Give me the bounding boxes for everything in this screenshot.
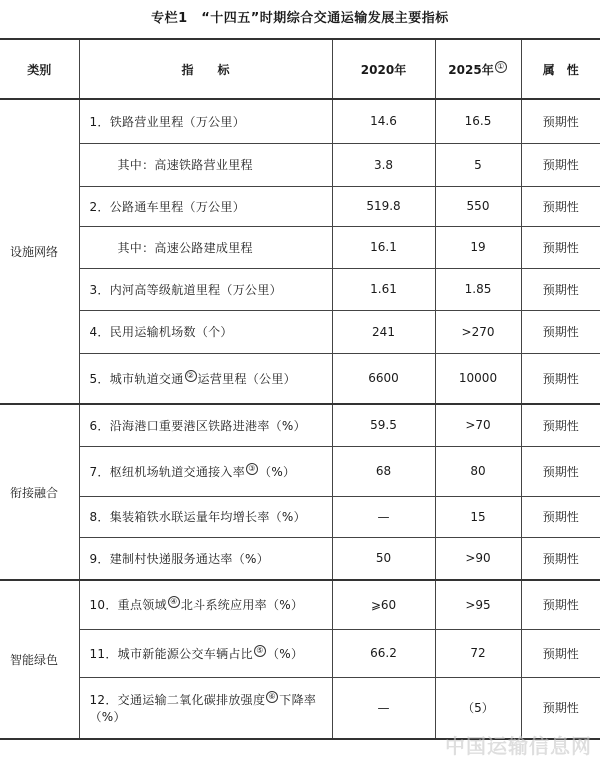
watermark-logo: 中国运输信息网 <box>445 734 592 758</box>
header-2020: 2020年 <box>332 40 435 99</box>
value-2020-cell: 59.5 <box>332 404 435 446</box>
category-cell: 衔接融合 <box>0 404 79 580</box>
header-2025-footnote: ① <box>495 61 507 73</box>
table-title: 专栏1 “十四五”时期综合交通运输发展主要指标 <box>0 0 600 40</box>
indicator-text-suffix: 运营里程（公里） <box>197 371 296 386</box>
table-row <box>0 580 600 629</box>
header-row <box>0 40 600 99</box>
table-row <box>0 629 600 677</box>
attribute-cell: 预期性 <box>521 446 600 496</box>
value-2025-cell: 5 <box>435 143 521 186</box>
table-row <box>0 404 600 446</box>
table-row <box>0 268 600 310</box>
indicator-cell <box>79 446 332 496</box>
value-2025-cell: >95 <box>435 580 521 629</box>
value-2020-cell: 16.1 <box>332 226 435 268</box>
table-row <box>0 353 600 404</box>
indicator-cell: 1．铁路营业里程（万公里） <box>79 99 332 143</box>
indicator-cell: 其中：高速铁路营业里程 <box>79 143 332 186</box>
table-row <box>0 537 600 580</box>
table-row <box>0 143 600 186</box>
attribute-cell: 预期性 <box>521 677 600 739</box>
indicator-text-suffix: （%） <box>266 646 304 661</box>
footnote-marker: ③ <box>246 463 258 475</box>
category-cell: 设施网络 <box>0 99 79 404</box>
indicator-text-suffix: （%） <box>259 464 296 479</box>
footnote-marker: ⑥ <box>266 691 278 703</box>
attribute-cell: 预期性 <box>521 353 600 404</box>
value-2020-cell: 68 <box>332 446 435 496</box>
header-attribute: 属 性 <box>521 40 600 99</box>
value-2020-cell: — <box>332 496 435 537</box>
attribute-cell: 预期性 <box>521 186 600 226</box>
value-2020-cell: 519.8 <box>332 186 435 226</box>
table-row <box>0 310 600 353</box>
value-2025-cell: 1.85 <box>435 268 521 310</box>
indicator-cell: 8．集装箱铁水联运量年均增长率（%） <box>79 496 332 537</box>
header-2025 <box>435 40 521 99</box>
indicator-cell: 3．内河高等级航道里程（万公里） <box>79 268 332 310</box>
value-2025-cell: 19 <box>435 226 521 268</box>
value-2020-cell: 14.6 <box>332 99 435 143</box>
value-2025-cell: 16.5 <box>435 99 521 143</box>
value-2025-cell: >70 <box>435 404 521 446</box>
value-2020-cell: 50 <box>332 537 435 580</box>
footnote-marker: ④ <box>168 596 180 608</box>
indicator-text-suffix: 下降率（%） <box>89 692 317 724</box>
indicator-cell: 9．建制村快递服务通达率（%） <box>79 537 332 580</box>
attribute-cell: 预期性 <box>521 226 600 268</box>
value-2020-cell: 241 <box>332 310 435 353</box>
indicator-text: 7．枢纽机场轨道交通接入率 <box>89 464 246 479</box>
value-2020-cell: 6600 <box>332 353 435 404</box>
value-2020-cell: 1.61 <box>332 268 435 310</box>
attribute-cell: 预期性 <box>521 99 600 143</box>
table-row <box>0 99 600 143</box>
value-2025-cell: 10000 <box>435 353 521 404</box>
value-2020-cell: 3.8 <box>332 143 435 186</box>
attribute-cell: 预期性 <box>521 580 600 629</box>
value-2020-cell: — <box>332 677 435 739</box>
indicator-cell <box>79 629 332 677</box>
indicator-text: 5．城市轨道交通 <box>89 371 184 386</box>
attribute-cell: 预期性 <box>521 268 600 310</box>
indicator-cell: 6．沿海港口重要港区铁路进港率（%） <box>79 404 332 446</box>
indicator-cell: 2．公路通车里程（万公里） <box>79 186 332 226</box>
indicator-cell: 其中：高速公路建成里程 <box>79 226 332 268</box>
header-indicator: 指 标 <box>79 40 332 99</box>
indicator-text: 12．交通运输二氧化碳排放强度 <box>89 692 266 707</box>
value-2025-cell: 80 <box>435 446 521 496</box>
value-2025-cell: >90 <box>435 537 521 580</box>
table-row <box>0 226 600 268</box>
attribute-cell: 预期性 <box>521 496 600 537</box>
indicator-text: 10．重点领域 <box>89 598 167 613</box>
attribute-cell: 预期性 <box>521 404 600 446</box>
value-2020-cell: 66.2 <box>332 629 435 677</box>
category-cell: 智能绿色 <box>0 580 79 739</box>
value-2025-cell: 15 <box>435 496 521 537</box>
attribute-cell: 预期性 <box>521 143 600 186</box>
attribute-cell: 预期性 <box>521 629 600 677</box>
indicators-table <box>0 40 600 740</box>
indicator-text: 11．城市新能源公交车辆占比 <box>89 646 253 661</box>
indicator-text-suffix: 北斗系统应用率（%） <box>180 598 304 613</box>
indicator-cell <box>79 353 332 404</box>
value-2025-cell: （5） <box>435 677 521 739</box>
indicator-cell <box>79 580 332 629</box>
value-2025-cell: >270 <box>435 310 521 353</box>
attribute-cell: 预期性 <box>521 310 600 353</box>
header-2025-label: 2025年 <box>448 62 494 77</box>
table-row <box>0 446 600 496</box>
header-category: 类别 <box>0 40 79 99</box>
value-2025-cell: 550 <box>435 186 521 226</box>
value-2020-cell: ⩾60 <box>332 580 435 629</box>
attribute-cell: 预期性 <box>521 537 600 580</box>
indicator-cell <box>79 677 332 739</box>
indicator-cell: 4．民用运输机场数（个） <box>79 310 332 353</box>
value-2025-cell: 72 <box>435 629 521 677</box>
footnote-marker: ⑤ <box>254 645 266 657</box>
table-row <box>0 186 600 226</box>
table-row <box>0 496 600 537</box>
footnote-marker: ② <box>185 370 197 382</box>
